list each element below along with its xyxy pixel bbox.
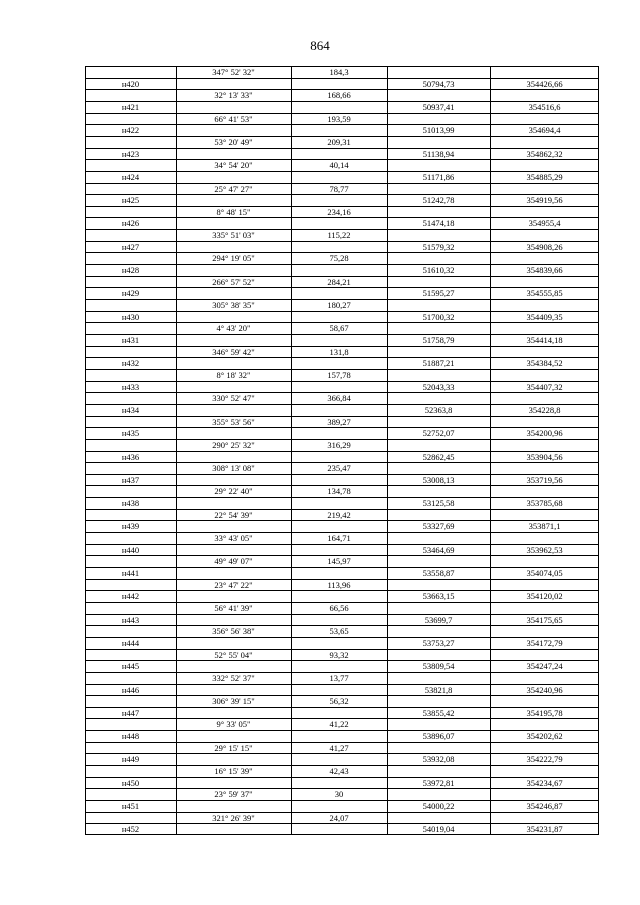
y-coordinate-cell: 354120,02 (526, 591, 563, 602)
x-coordinate-cell: 52752,07 (422, 428, 455, 439)
y-coordinate-cell: 354231,87 (526, 824, 563, 835)
bearing-angle-cell: 25° 47' 27" (214, 183, 253, 194)
distance-cell: 209,31 (327, 136, 351, 147)
y-coordinate-cell: 354555,85 (526, 288, 563, 299)
bearing-angle-cell: 8° 18' 32" (216, 369, 251, 380)
bearing-angle-cell: 32° 13' 33" (214, 90, 253, 101)
point-name-cell: н421 (121, 101, 140, 112)
point-name-cell: н443 (121, 614, 140, 625)
y-coordinate-cell: 353962,53 (526, 544, 563, 555)
x-coordinate-cell: 53699,7 (424, 614, 453, 625)
point-name-cell: н435 (121, 428, 140, 439)
x-coordinate-cell: 53809,54 (422, 661, 455, 672)
point-name-cell: н436 (121, 451, 140, 462)
y-coordinate-cell: 354234,67 (526, 777, 563, 788)
point-name-cell: н442 (121, 591, 140, 602)
distance-cell: 180,27 (327, 300, 351, 311)
x-coordinate-cell: 50937,41 (422, 101, 455, 112)
distance-cell: 235,47 (327, 463, 351, 474)
x-coordinate-cell: 53464,69 (422, 544, 455, 555)
x-coordinate-cell: 53821,8 (424, 684, 453, 695)
x-coordinate-cell: 51595,27 (422, 288, 455, 299)
x-coordinate-cell: 51579,32 (422, 241, 455, 252)
point-name-cell: н431 (121, 334, 140, 345)
bearing-angle-cell: 346° 59' 42" (212, 346, 255, 357)
bearing-angle-cell: 66° 41' 53" (214, 113, 253, 124)
bearing-angle-cell: 49° 49' 07" (214, 556, 253, 567)
bearing-angle-cell: 8° 48' 15" (216, 206, 251, 217)
point-name-cell: н424 (121, 171, 140, 182)
y-coordinate-cell: 354694,4 (528, 125, 561, 136)
point-name-cell: н420 (121, 78, 140, 89)
x-coordinate-cell: 51171,86 (422, 171, 455, 182)
bearing-angle-cell: 4° 43' 20" (216, 323, 251, 334)
y-coordinate-cell: 354839,66 (526, 265, 563, 276)
distance-cell: 219,42 (327, 509, 351, 520)
bearing-angle-cell: 355° 53' 56" (212, 416, 255, 427)
distance-cell: 168,66 (327, 90, 351, 101)
bearing-angle-cell: 23° 59' 37" (214, 789, 253, 800)
bearing-angle-cell: 321° 26' 39" (212, 812, 255, 823)
x-coordinate-cell: 51700,32 (422, 311, 455, 322)
distance-cell: 157,78 (327, 369, 351, 380)
distance-cell: 164,71 (327, 533, 351, 544)
distance-cell: 40,14 (329, 160, 349, 171)
distance-cell: 134,78 (327, 486, 351, 497)
distance-cell: 56,32 (329, 696, 349, 707)
point-name-cell: н452 (121, 824, 140, 835)
distance-cell: 66,56 (329, 602, 349, 613)
bearing-angle-cell: 335° 51' 03" (212, 230, 255, 241)
x-coordinate-cell: 52862,45 (422, 451, 455, 462)
x-coordinate-cell: 53558,87 (422, 568, 455, 578)
distance-cell: 389,27 (327, 416, 351, 427)
point-name-cell: н425 (121, 195, 140, 206)
point-name-cell: н423 (121, 148, 140, 159)
y-coordinate-cell: 354955,4 (528, 218, 561, 229)
x-coordinate-cell: 51013,99 (422, 125, 455, 136)
y-coordinate-cell: 354407,32 (526, 381, 563, 392)
bearing-angle-cell: 34° 54' 20" (214, 160, 253, 171)
point-name-cell: н441 (121, 568, 140, 578)
y-coordinate-cell: 353785,68 (526, 498, 563, 509)
y-coordinate-cell: 354885,29 (526, 171, 563, 182)
x-coordinate-cell: 51474,18 (422, 218, 455, 229)
x-coordinate-cell: 51758,79 (422, 334, 455, 345)
point-name-cell: н437 (121, 474, 140, 485)
point-name-cell: н440 (121, 544, 140, 555)
bearing-angle-cell: 305° 38' 35" (212, 300, 255, 311)
point-name-cell: н438 (121, 498, 140, 509)
y-coordinate-cell: 353904,56 (526, 451, 563, 462)
bearing-angle-cell: 16° 15' 39" (214, 766, 253, 777)
point-name-cell: н451 (121, 801, 140, 812)
y-coordinate-cell: 354414,18 (526, 334, 563, 345)
distance-cell: 145,97 (327, 556, 351, 567)
distance-cell: 234,16 (327, 206, 351, 217)
distance-cell: 41,27 (329, 742, 349, 753)
y-coordinate-cell: 354919,56 (526, 195, 563, 206)
point-name-cell: н448 (121, 731, 140, 742)
bearing-angle-cell: 330° 52' 47" (212, 393, 255, 404)
distance-cell: 41,22 (329, 719, 349, 730)
y-coordinate-cell: 354200,96 (526, 428, 563, 439)
point-name-cell: н439 (121, 521, 140, 532)
distance-cell: 115,22 (327, 230, 351, 241)
distance-cell: 75,28 (329, 253, 349, 264)
x-coordinate-cell: 52363,8 (424, 404, 453, 415)
distance-cell: 193,59 (327, 113, 351, 124)
x-coordinate-cell: 53855,42 (422, 707, 455, 718)
bearing-angle-cell: 266° 57' 52" (212, 276, 255, 287)
y-coordinate-cell: 354195,78 (526, 707, 563, 718)
distance-cell: 53,65 (329, 626, 349, 637)
distance-cell: 78,77 (329, 183, 349, 194)
distance-cell: 284,21 (327, 276, 351, 287)
point-name-cell: н427 (121, 241, 140, 252)
bearing-angle-cell: 347° 52' 32" (212, 67, 255, 77)
point-name-cell: н426 (121, 218, 140, 229)
point-name-cell: н428 (121, 265, 140, 276)
x-coordinate-cell: 53663,15 (422, 591, 455, 602)
coordinate-table (85, 66, 599, 835)
x-coordinate-cell: 53896,07 (422, 731, 455, 742)
point-name-cell: н433 (121, 381, 140, 392)
point-name-cell: н444 (121, 637, 140, 648)
point-name-cell: н449 (121, 754, 140, 765)
bearing-angle-cell: 290° 25' 32" (212, 439, 255, 450)
bearing-angle-cell: 356° 56' 38" (212, 626, 255, 637)
y-coordinate-cell: 354228,8 (528, 404, 561, 415)
distance-cell: 58,67 (329, 323, 349, 334)
distance-cell: 42,43 (329, 766, 349, 777)
bearing-angle-cell: 56° 41' 39" (214, 602, 253, 613)
y-coordinate-cell: 354862,32 (526, 148, 563, 159)
point-name-cell: н422 (121, 125, 140, 136)
x-coordinate-cell: 51242,78 (422, 195, 455, 206)
point-name-cell: н445 (121, 661, 140, 672)
bearing-angle-cell: 33° 43' 05" (214, 533, 253, 544)
x-coordinate-cell: 54019,04 (422, 824, 455, 835)
bearing-angle-cell: 29° 15' 15" (214, 742, 253, 753)
x-coordinate-cell: 50794,73 (422, 78, 455, 89)
y-coordinate-cell: 354426,66 (526, 78, 563, 89)
point-name-cell: н447 (121, 707, 140, 718)
x-coordinate-cell: 53008,13 (422, 474, 455, 485)
bearing-angle-cell: 29° 22' 40" (214, 486, 253, 497)
y-coordinate-cell: 354246,87 (526, 801, 563, 812)
y-coordinate-cell: 354172,79 (526, 637, 563, 648)
point-name-cell: н432 (121, 358, 140, 369)
bearing-angle-cell: 306° 39' 15" (212, 696, 255, 707)
x-coordinate-cell: 53327,69 (422, 521, 455, 532)
y-coordinate-cell: 354247,24 (526, 661, 563, 672)
y-coordinate-cell: 354409,35 (526, 311, 563, 322)
distance-cell: 13,77 (329, 672, 349, 683)
x-coordinate-cell: 52043,33 (422, 381, 455, 392)
x-coordinate-cell: 53972,81 (422, 777, 455, 788)
distance-cell: 316,29 (327, 439, 351, 450)
bearing-angle-cell: 9° 33' 05" (216, 719, 251, 730)
distance-cell: 93,32 (329, 649, 349, 660)
y-coordinate-cell: 354384,52 (526, 358, 563, 369)
point-name-cell: н434 (121, 404, 140, 415)
point-name-cell: н450 (121, 777, 140, 788)
bearing-angle-cell: 52° 55' 04" (214, 649, 253, 660)
distance-cell: 24,07 (329, 812, 349, 823)
point-name-cell: н430 (121, 311, 140, 322)
x-coordinate-cell: 51610,32 (422, 265, 455, 276)
distance-cell: 366,84 (327, 393, 351, 404)
distance-cell: 113,96 (327, 579, 351, 590)
y-coordinate-cell: 354240,96 (526, 684, 563, 695)
point-name-cell: н446 (121, 684, 140, 695)
y-coordinate-cell: 354908,26 (526, 241, 563, 252)
x-coordinate-cell: 53932,08 (422, 754, 455, 765)
bearing-angle-cell: 23° 47' 22" (214, 579, 253, 590)
page-number: 864 (310, 38, 330, 53)
x-coordinate-cell: 54000,22 (422, 801, 455, 812)
y-coordinate-cell: 354175,65 (526, 614, 563, 625)
y-coordinate-cell: 354516,6 (528, 101, 561, 112)
bearing-angle-cell: 308° 13' 08" (212, 463, 255, 474)
bearing-angle-cell: 53° 20' 49" (214, 136, 253, 147)
x-coordinate-cell: 53753,27 (422, 637, 455, 648)
distance-cell: 30 (334, 789, 344, 800)
bearing-angle-cell: 22° 54' 39" (214, 509, 253, 520)
distance-cell: 184,3 (329, 67, 349, 77)
y-coordinate-cell: 354074,05 (526, 568, 563, 578)
x-coordinate-cell: 51887,21 (422, 358, 455, 369)
point-name-cell: н429 (121, 288, 140, 299)
distance-cell: 131,8 (329, 346, 349, 357)
y-coordinate-cell: 354202,62 (526, 731, 563, 742)
x-coordinate-cell: 53125,58 (422, 498, 455, 509)
y-coordinate-cell: 354222,79 (526, 754, 563, 765)
y-coordinate-cell: 353871,1 (528, 521, 561, 532)
y-coordinate-cell: 353719,56 (526, 474, 563, 485)
bearing-angle-cell: 332° 52' 37" (212, 672, 255, 683)
bearing-angle-cell: 294° 19' 05" (212, 253, 255, 264)
x-coordinate-cell: 51138,94 (422, 148, 455, 159)
